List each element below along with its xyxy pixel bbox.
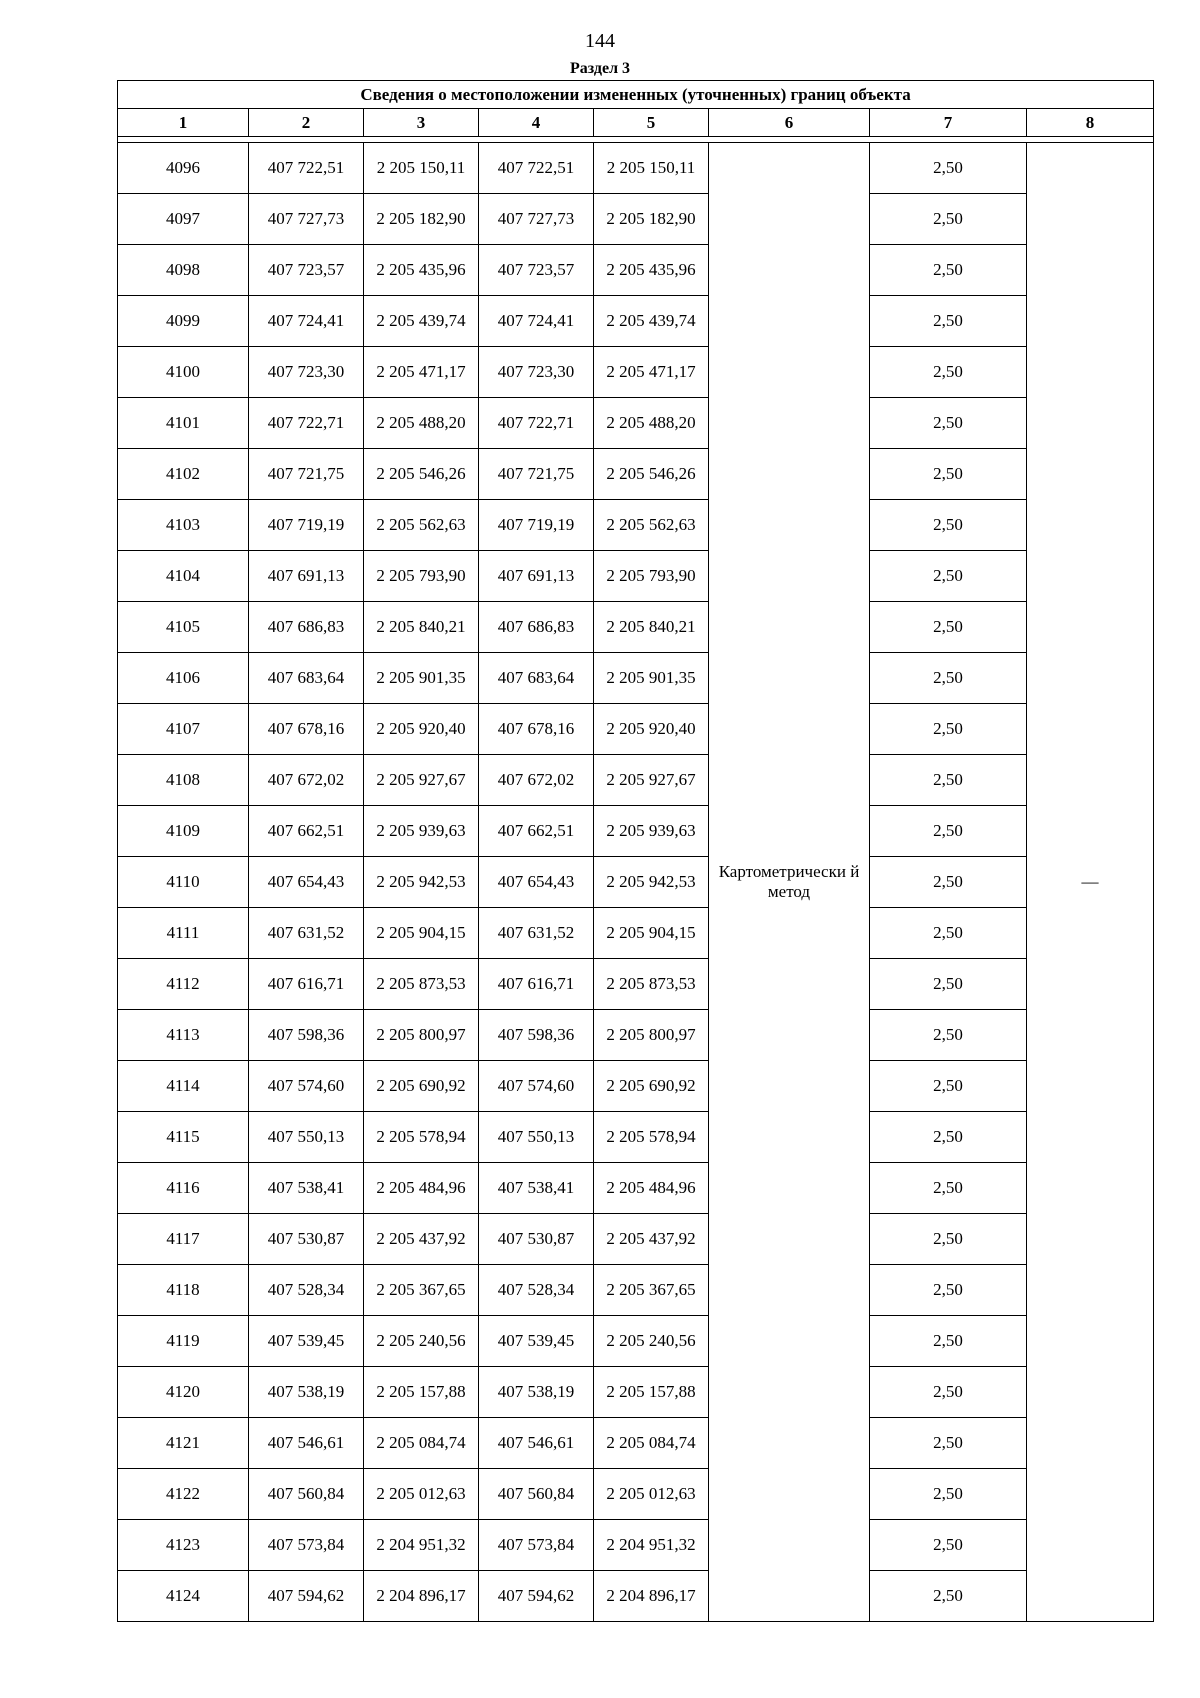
y-old-cell: 2 205 939,63	[364, 806, 479, 857]
y-new-cell: 2 205 437,92	[594, 1214, 709, 1265]
table-row	[118, 1316, 1154, 1367]
table-row	[118, 398, 1154, 449]
x-new-cell: 407 691,13	[479, 551, 594, 602]
x-old-cell: 407 598,36	[249, 1010, 364, 1061]
method-cell: Картометрически й метод	[709, 143, 870, 1622]
table-row	[118, 194, 1154, 245]
y-old-cell: 2 205 240,56	[364, 1316, 479, 1367]
accuracy-cell: 2,50	[870, 1265, 1027, 1316]
y-old-cell: 2 205 157,88	[364, 1367, 479, 1418]
y-new-cell: 2 205 927,67	[594, 755, 709, 806]
y-new-cell: 2 204 951,32	[594, 1520, 709, 1571]
x-new-cell: 407 721,75	[479, 449, 594, 500]
x-new-cell: 407 530,87	[479, 1214, 594, 1265]
column-number: 1	[118, 109, 249, 137]
x-new-cell: 407 722,71	[479, 398, 594, 449]
accuracy-cell: 2,50	[870, 1367, 1027, 1418]
point-number-cell: 4120	[118, 1367, 249, 1418]
accuracy-cell: 2,50	[870, 1214, 1027, 1265]
x-old-cell: 407 662,51	[249, 806, 364, 857]
y-old-cell: 2 205 562,63	[364, 500, 479, 551]
x-new-cell: 407 538,41	[479, 1163, 594, 1214]
x-new-cell: 407 574,60	[479, 1061, 594, 1112]
y-new-cell: 2 205 439,74	[594, 296, 709, 347]
x-new-cell: 407 528,34	[479, 1265, 594, 1316]
point-number-cell: 4123	[118, 1520, 249, 1571]
y-new-cell: 2 205 546,26	[594, 449, 709, 500]
x-old-cell: 407 538,19	[249, 1367, 364, 1418]
x-old-cell: 407 721,75	[249, 449, 364, 500]
x-new-cell: 407 654,43	[479, 857, 594, 908]
accuracy-cell: 2,50	[870, 755, 1027, 806]
table-row	[118, 347, 1154, 398]
x-old-cell: 407 691,13	[249, 551, 364, 602]
point-number-cell: 4109	[118, 806, 249, 857]
accuracy-cell: 2,50	[870, 398, 1027, 449]
y-new-cell: 2 205 840,21	[594, 602, 709, 653]
y-old-cell: 2 205 150,11	[364, 143, 479, 194]
table-row	[118, 1469, 1154, 1520]
x-new-cell: 407 686,83	[479, 602, 594, 653]
table-body	[118, 143, 1154, 1622]
section-label: Раздел 3	[569, 60, 631, 77]
x-new-cell: 407 722,51	[479, 143, 594, 194]
x-new-cell: 407 616,71	[479, 959, 594, 1010]
point-number-cell: 4119	[118, 1316, 249, 1367]
y-new-cell: 2 205 920,40	[594, 704, 709, 755]
accuracy-cell: 2,50	[870, 1418, 1027, 1469]
x-old-cell: 407 616,71	[249, 959, 364, 1010]
table-row	[118, 602, 1154, 653]
point-number-cell: 4121	[118, 1418, 249, 1469]
x-old-cell: 407 539,45	[249, 1316, 364, 1367]
table-row	[118, 1367, 1154, 1418]
x-old-cell: 407 631,52	[249, 908, 364, 959]
accuracy-cell: 2,50	[870, 1469, 1027, 1520]
table-row	[118, 551, 1154, 602]
table-row	[118, 755, 1154, 806]
y-old-cell: 2 205 920,40	[364, 704, 479, 755]
y-new-cell: 2 205 690,92	[594, 1061, 709, 1112]
point-number-cell: 4110	[118, 857, 249, 908]
y-old-cell: 2 204 896,17	[364, 1571, 479, 1622]
x-old-cell: 407 727,73	[249, 194, 364, 245]
point-number-cell: 4101	[118, 398, 249, 449]
y-old-cell: 2 205 690,92	[364, 1061, 479, 1112]
point-number-cell: 4097	[118, 194, 249, 245]
accuracy-cell: 2,50	[870, 296, 1027, 347]
y-new-cell: 2 205 939,63	[594, 806, 709, 857]
point-number-cell: 4098	[118, 245, 249, 296]
x-new-cell: 407 672,02	[479, 755, 594, 806]
x-old-cell: 407 550,13	[249, 1112, 364, 1163]
point-number-cell: 4115	[118, 1112, 249, 1163]
point-number-cell: 4106	[118, 653, 249, 704]
table-row	[118, 1214, 1154, 1265]
point-number-cell: 4113	[118, 1010, 249, 1061]
x-old-cell: 407 724,41	[249, 296, 364, 347]
table-row	[118, 704, 1154, 755]
table-row	[118, 653, 1154, 704]
table-row	[118, 959, 1154, 1010]
accuracy-cell: 2,50	[870, 1112, 1027, 1163]
table-row	[118, 143, 1154, 194]
y-old-cell: 2 205 793,90	[364, 551, 479, 602]
y-old-cell: 2 205 578,94	[364, 1112, 479, 1163]
table-row	[118, 449, 1154, 500]
x-old-cell: 407 723,57	[249, 245, 364, 296]
y-old-cell: 2 205 904,15	[364, 908, 479, 959]
point-number-cell: 4100	[118, 347, 249, 398]
table-row	[118, 857, 1154, 908]
accuracy-cell: 2,50	[870, 1010, 1027, 1061]
accuracy-cell: 2,50	[870, 500, 1027, 551]
accuracy-cell: 2,50	[870, 806, 1027, 857]
column-number: 4	[479, 109, 594, 137]
column-number: 2	[249, 109, 364, 137]
y-new-cell: 2 205 800,97	[594, 1010, 709, 1061]
y-new-cell: 2 205 157,88	[594, 1367, 709, 1418]
table-row	[118, 1112, 1154, 1163]
table-row	[118, 245, 1154, 296]
page-number: 144	[585, 30, 615, 52]
x-new-cell: 407 598,36	[479, 1010, 594, 1061]
x-old-cell: 407 654,43	[249, 857, 364, 908]
y-old-cell: 2 205 546,26	[364, 449, 479, 500]
table-row	[118, 1418, 1154, 1469]
accuracy-cell: 2,50	[870, 908, 1027, 959]
x-old-cell: 407 573,84	[249, 1520, 364, 1571]
y-old-cell: 2 204 951,32	[364, 1520, 479, 1571]
y-old-cell: 2 205 435,96	[364, 245, 479, 296]
accuracy-cell: 2,50	[870, 1061, 1027, 1112]
column-number: 3	[364, 109, 479, 137]
x-new-cell: 407 538,19	[479, 1367, 594, 1418]
y-new-cell: 2 205 484,96	[594, 1163, 709, 1214]
point-number-cell: 4122	[118, 1469, 249, 1520]
point-number-cell: 4112	[118, 959, 249, 1010]
column-number: 5	[594, 109, 709, 137]
y-new-cell: 2 205 471,17	[594, 347, 709, 398]
point-number-cell: 4096	[118, 143, 249, 194]
y-new-cell: 2 205 793,90	[594, 551, 709, 602]
y-old-cell: 2 205 367,65	[364, 1265, 479, 1316]
column-number: 8	[1027, 109, 1154, 137]
y-old-cell: 2 205 012,63	[364, 1469, 479, 1520]
point-number-cell: 4099	[118, 296, 249, 347]
y-new-cell: 2 204 896,17	[594, 1571, 709, 1622]
y-old-cell: 2 205 840,21	[364, 602, 479, 653]
table-row	[118, 1061, 1154, 1112]
y-old-cell: 2 205 901,35	[364, 653, 479, 704]
y-new-cell: 2 205 435,96	[594, 245, 709, 296]
y-new-cell: 2 205 182,90	[594, 194, 709, 245]
x-new-cell: 407 546,61	[479, 1418, 594, 1469]
x-new-cell: 407 727,73	[479, 194, 594, 245]
x-new-cell: 407 550,13	[479, 1112, 594, 1163]
accuracy-cell: 2,50	[870, 1316, 1027, 1367]
y-new-cell: 2 205 084,74	[594, 1418, 709, 1469]
x-new-cell: 407 573,84	[479, 1520, 594, 1571]
x-old-cell: 407 594,62	[249, 1571, 364, 1622]
x-old-cell: 407 546,61	[249, 1418, 364, 1469]
x-old-cell: 407 683,64	[249, 653, 364, 704]
x-old-cell: 407 574,60	[249, 1061, 364, 1112]
x-old-cell: 407 538,41	[249, 1163, 364, 1214]
accuracy-cell: 2,50	[870, 857, 1027, 908]
y-old-cell: 2 205 084,74	[364, 1418, 479, 1469]
point-number-cell: 4118	[118, 1265, 249, 1316]
table-row	[118, 1163, 1154, 1214]
x-new-cell: 407 723,30	[479, 347, 594, 398]
x-old-cell: 407 678,16	[249, 704, 364, 755]
accuracy-cell: 2,50	[870, 1571, 1027, 1622]
y-new-cell: 2 205 012,63	[594, 1469, 709, 1520]
y-new-cell: 2 205 367,65	[594, 1265, 709, 1316]
table-row	[118, 500, 1154, 551]
table-row	[118, 1520, 1154, 1571]
table-row	[118, 1571, 1154, 1622]
table-row	[118, 1265, 1154, 1316]
point-number-cell: 4124	[118, 1571, 249, 1622]
accuracy-cell: 2,50	[870, 551, 1027, 602]
y-old-cell: 2 205 942,53	[364, 857, 479, 908]
x-new-cell: 407 683,64	[479, 653, 594, 704]
accuracy-cell: 2,50	[870, 347, 1027, 398]
x-old-cell: 407 719,19	[249, 500, 364, 551]
x-old-cell: 407 723,30	[249, 347, 364, 398]
x-old-cell: 407 722,71	[249, 398, 364, 449]
y-old-cell: 2 205 873,53	[364, 959, 479, 1010]
y-new-cell: 2 205 873,53	[594, 959, 709, 1010]
point-number-cell: 4107	[118, 704, 249, 755]
coordinates-table	[117, 80, 1154, 1622]
x-new-cell: 407 719,19	[479, 500, 594, 551]
x-new-cell: 407 662,51	[479, 806, 594, 857]
x-new-cell: 407 560,84	[479, 1469, 594, 1520]
table-row	[118, 1010, 1154, 1061]
y-new-cell: 2 205 578,94	[594, 1112, 709, 1163]
y-old-cell: 2 205 471,17	[364, 347, 479, 398]
y-new-cell: 2 205 904,15	[594, 908, 709, 959]
x-new-cell: 407 539,45	[479, 1316, 594, 1367]
y-old-cell: 2 205 439,74	[364, 296, 479, 347]
accuracy-cell: 2,50	[870, 449, 1027, 500]
point-number-cell: 4111	[118, 908, 249, 959]
table-row	[118, 908, 1154, 959]
accuracy-cell: 2,50	[870, 602, 1027, 653]
x-old-cell: 407 686,83	[249, 602, 364, 653]
point-number-cell: 4102	[118, 449, 249, 500]
accuracy-cell: 2,50	[870, 245, 1027, 296]
x-new-cell: 407 724,41	[479, 296, 594, 347]
point-number-cell: 4117	[118, 1214, 249, 1265]
accuracy-cell: 2,50	[870, 704, 1027, 755]
column-number: 7	[870, 109, 1027, 137]
accuracy-cell: 2,50	[870, 653, 1027, 704]
y-new-cell: 2 205 240,56	[594, 1316, 709, 1367]
y-new-cell: 2 205 562,63	[594, 500, 709, 551]
x-old-cell: 407 722,51	[249, 143, 364, 194]
y-old-cell: 2 205 488,20	[364, 398, 479, 449]
table-row	[118, 296, 1154, 347]
y-old-cell: 2 205 437,92	[364, 1214, 479, 1265]
point-number-cell: 4108	[118, 755, 249, 806]
table-row	[118, 806, 1154, 857]
point-number-cell: 4105	[118, 602, 249, 653]
x-old-cell: 407 528,34	[249, 1265, 364, 1316]
y-new-cell: 2 205 942,53	[594, 857, 709, 908]
column-8-cell: —	[1027, 143, 1154, 1622]
y-new-cell: 2 205 488,20	[594, 398, 709, 449]
accuracy-cell: 2,50	[870, 143, 1027, 194]
y-old-cell: 2 205 800,97	[364, 1010, 479, 1061]
x-old-cell: 407 560,84	[249, 1469, 364, 1520]
accuracy-cell: 2,50	[870, 194, 1027, 245]
point-number-cell: 4116	[118, 1163, 249, 1214]
y-new-cell: 2 205 150,11	[594, 143, 709, 194]
x-new-cell: 407 631,52	[479, 908, 594, 959]
x-new-cell: 407 678,16	[479, 704, 594, 755]
x-new-cell: 407 723,57	[479, 245, 594, 296]
accuracy-cell: 2,50	[870, 1520, 1027, 1571]
y-old-cell: 2 205 484,96	[364, 1163, 479, 1214]
point-number-cell: 4104	[118, 551, 249, 602]
x-old-cell: 407 672,02	[249, 755, 364, 806]
y-old-cell: 2 205 927,67	[364, 755, 479, 806]
column-number: 6	[709, 109, 870, 137]
x-new-cell: 407 594,62	[479, 1571, 594, 1622]
table-title: Сведения о местоположении измененных (уточненных) границ объекта	[118, 81, 1154, 109]
y-old-cell: 2 205 182,90	[364, 194, 479, 245]
accuracy-cell: 2,50	[870, 959, 1027, 1010]
point-number-cell: 4114	[118, 1061, 249, 1112]
x-old-cell: 407 530,87	[249, 1214, 364, 1265]
point-number-cell: 4103	[118, 500, 249, 551]
y-new-cell: 2 205 901,35	[594, 653, 709, 704]
accuracy-cell: 2,50	[870, 1163, 1027, 1214]
